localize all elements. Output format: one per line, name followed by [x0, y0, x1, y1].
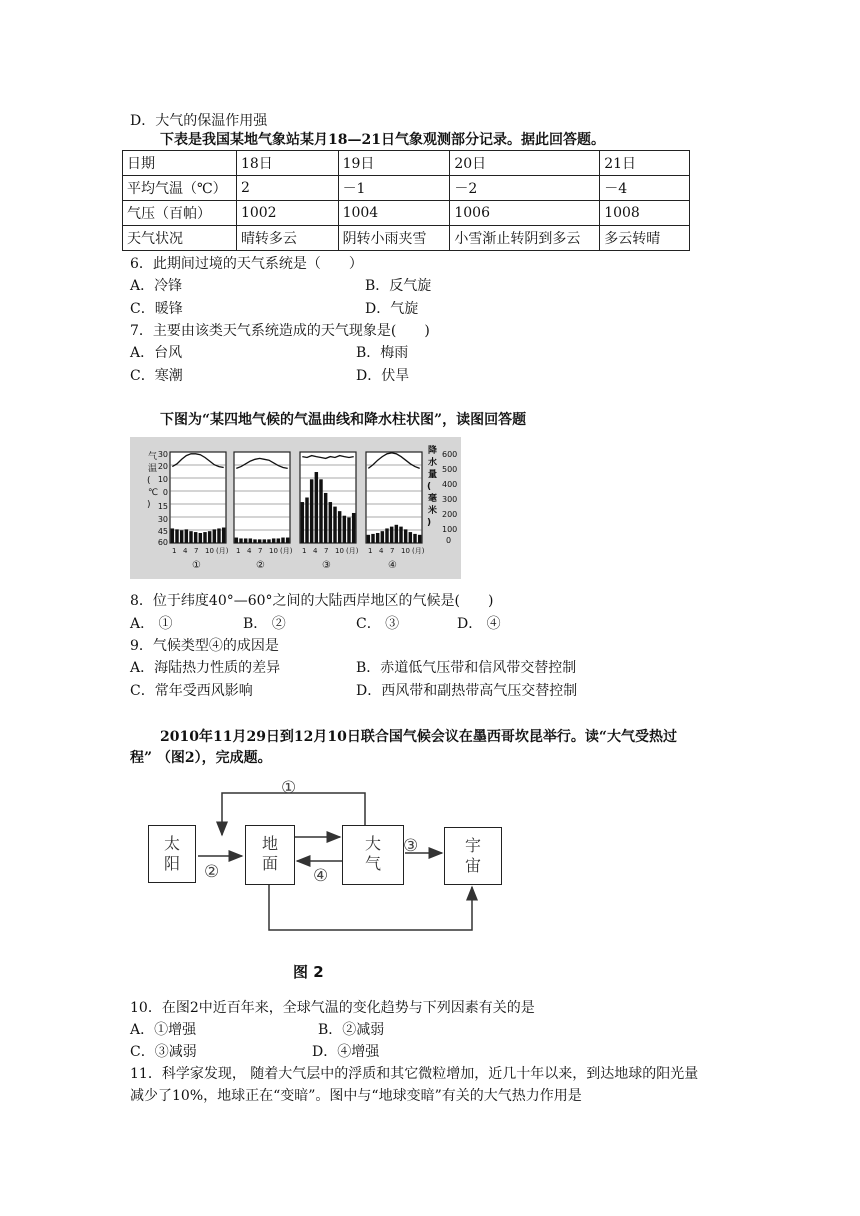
precip-bar: [281, 538, 284, 543]
q8-option-d: D． ④: [457, 616, 501, 632]
q6-option-c: C．暖锋: [130, 301, 183, 317]
panel-label: ①: [192, 560, 201, 571]
table-cell: 21日: [600, 151, 690, 176]
precip-bar: [189, 531, 192, 543]
table-row: [123, 176, 690, 201]
q5-option-d: D．大气的保温作用强: [130, 113, 268, 129]
atmosphere-label-2: 气: [364, 854, 381, 873]
q10-option-b: B．②减弱: [318, 1022, 385, 1038]
right-axis-label-char-3: 量: [428, 470, 438, 480]
right-tick: 500: [442, 465, 458, 474]
q7-stem: 7．主要由该类天气系统造成的天气现象是( ): [130, 323, 430, 339]
precip-bar: [267, 539, 270, 543]
right-tick: 0: [446, 536, 452, 545]
ground-label-2: 面: [261, 854, 278, 873]
panel-label: ②: [256, 560, 265, 571]
ground-box: [245, 825, 295, 885]
left-axis-label-char-4: ℃: [148, 488, 159, 498]
month-tick: 4: [183, 547, 188, 555]
table-cell: 气压（百帕）: [123, 201, 237, 226]
q6-option-b: B．反气旋: [365, 278, 432, 294]
left-tick: 30: [157, 515, 168, 524]
figure-2-caption: 图 2: [293, 963, 324, 981]
precip-bar: [381, 531, 384, 543]
climate-chart-figure: [130, 437, 461, 579]
precip-bar: [305, 498, 308, 544]
month-tick: 1: [368, 547, 373, 555]
right-axis-label-char-7: ): [427, 518, 432, 528]
panel-label: ④: [388, 560, 397, 571]
table-cell: －2: [450, 176, 600, 201]
left-tick: 15: [157, 502, 168, 511]
right-tick: 100: [442, 525, 458, 534]
precip-bar: [367, 535, 370, 543]
table-cell: 晴转多云: [236, 226, 338, 251]
precip-bar: [395, 525, 398, 543]
table-cell: 2: [236, 176, 338, 201]
month-tick: (月): [346, 547, 359, 555]
weather-table: [122, 150, 690, 251]
precip-bar: [324, 493, 327, 543]
table-header-row: [123, 151, 690, 176]
table-cell: 20日: [450, 151, 600, 176]
precip-bar: [319, 479, 322, 543]
table-cell: 多云转晴: [600, 226, 690, 251]
q10-option-d: D．④增强: [312, 1044, 380, 1060]
month-tick: 7: [390, 547, 395, 555]
precip-bar: [286, 538, 289, 543]
precip-bar: [409, 532, 412, 543]
precip-bar: [253, 539, 256, 543]
precip-bar: [329, 502, 332, 543]
table-cell: 1004: [338, 201, 450, 226]
right-tick: 400: [442, 480, 458, 489]
precip-bar: [385, 528, 388, 543]
precip-bar: [272, 538, 275, 543]
precip-bar: [376, 533, 379, 543]
q7-option-d: D．伏旱: [356, 368, 410, 384]
precip-bar: [185, 529, 188, 543]
table-row: [123, 226, 690, 251]
precip-bar: [217, 528, 220, 543]
precip-bar: [418, 535, 421, 543]
q7-option-c: C．寒潮: [130, 368, 183, 384]
precip-bar: [263, 539, 266, 543]
q7-option-b: B．梅雨: [356, 345, 409, 361]
month-tick: (月): [412, 547, 425, 555]
q7-option-a: A．台风: [130, 345, 183, 361]
month-tick: 1: [302, 547, 307, 555]
precip-bar: [239, 538, 242, 543]
q9-option-c: C．常年受西风影响: [130, 683, 253, 699]
precip-bar: [338, 511, 341, 543]
precip-bar: [347, 518, 350, 543]
precip-bar: [390, 527, 393, 543]
universe-label-2: 宙: [464, 856, 481, 875]
right-tick: 200: [442, 510, 458, 519]
month-tick: 4: [313, 547, 318, 555]
month-tick: 10: [205, 547, 214, 555]
q6-option-a: A．冷锋: [130, 278, 183, 294]
panel-label: ③: [322, 560, 331, 571]
right-axis-label-char-1: 降: [428, 446, 438, 456]
right-axis-label-char-6: 米: [428, 506, 438, 516]
precip-bar: [301, 502, 304, 543]
precip-bar: [171, 528, 174, 543]
q10-option-c: C．③减弱: [130, 1044, 197, 1060]
sun-label-1: 太: [163, 834, 180, 853]
precip-bar: [203, 532, 206, 543]
precip-bar: [180, 530, 183, 543]
precip-bar: [371, 534, 374, 543]
atmosphere-label-1: 大: [364, 834, 381, 853]
table-cell: 18日: [236, 151, 338, 176]
table-cell: 平均气温（℃）: [123, 176, 237, 201]
left-axis-label-char-2: 温: [148, 464, 158, 474]
left-tick: 20: [157, 462, 168, 471]
table-cell: 小雪渐止转阴到多云: [450, 226, 600, 251]
q9-option-d: D．西风带和副热带高气压交替控制: [356, 683, 578, 699]
left-axis-label-char-1: 气: [148, 452, 158, 462]
sun-box: [148, 825, 196, 883]
left-tick: 10: [157, 475, 168, 484]
q8-option-c: C． ③: [356, 616, 400, 632]
table-cell: 阴转小雨夹雪: [338, 226, 450, 251]
precip-bar: [352, 513, 355, 543]
atmosphere-box: [342, 825, 404, 885]
left-tick: 45: [157, 527, 168, 536]
precip-bar: [249, 538, 252, 543]
q10-option-a: A．①增强: [130, 1022, 197, 1038]
precip-bar: [310, 479, 313, 543]
left-tick: 30: [157, 450, 168, 459]
q8-option-b: B． ②: [243, 616, 286, 632]
q9-option-b: B．赤道低气压带和信风带交替控制: [356, 660, 577, 676]
diagram-label-2: ②: [204, 862, 220, 882]
precip-bar: [175, 529, 178, 543]
month-tick: 10: [401, 547, 410, 555]
right-axis-label-char-4: (: [427, 482, 432, 492]
q11-line-1: 11．科学家发现， 随着大气层中的浮质和其它微粒增加，近几十年以来，到达地球的阳光量: [130, 1066, 699, 1082]
month-tick: 10: [335, 547, 344, 555]
month-tick: (月): [216, 547, 229, 555]
table-cell: 日期: [123, 151, 237, 176]
q6-stem: 6．此期间过境的天气系统是（ ）: [130, 256, 363, 272]
month-tick: 4: [379, 547, 384, 555]
precip-bar: [333, 507, 336, 543]
precip-bar: [258, 539, 261, 543]
q9-stem: 9．气候类型④的成因是: [130, 638, 279, 654]
precip-bar: [399, 527, 402, 543]
precip-bar: [343, 516, 346, 543]
precip-bar: [199, 533, 202, 543]
heat-intro-line-2: 程” （图2），完成题。: [130, 750, 272, 766]
table-row: [123, 201, 690, 226]
left-axis-label-char-5: ): [147, 500, 151, 510]
month-tick: 7: [194, 547, 199, 555]
q8-stem: 8．位于纬度40°—60°之间的大陆西岸地区的气候是( ): [130, 593, 494, 609]
table-cell: 天气状况: [123, 226, 237, 251]
month-tick: 7: [324, 547, 329, 555]
precip-bar: [213, 529, 216, 543]
table-cell: 1008: [600, 201, 690, 226]
precip-bar: [235, 538, 238, 543]
precip-bar: [208, 531, 211, 543]
table-cell: －1: [338, 176, 450, 201]
diagram-label-1: ①: [281, 778, 297, 798]
precip-bar: [315, 472, 318, 543]
table-cell: 19日: [338, 151, 450, 176]
q10-stem: 10．在图2中近百年来，全球气温的变化趋势与下列因素有关的是: [130, 1000, 535, 1016]
q8-option-a: A． ①: [130, 616, 173, 632]
sun-label-2: 阳: [163, 854, 180, 873]
ground-label-1: 地: [261, 834, 278, 853]
table-cell: 1002: [236, 201, 338, 226]
month-tick: 10: [269, 547, 278, 555]
table-intro: 下表是我国某地气象站某月18—21日气象观测部分记录。据此回答题。: [160, 132, 605, 148]
q9-option-a: A．海陆热力性质的差异: [130, 660, 281, 676]
month-tick: 1: [236, 547, 241, 555]
universe-box: [444, 827, 502, 885]
month-tick: (月): [280, 547, 293, 555]
diagram-label-4: ④: [313, 866, 329, 886]
month-tick: 1: [172, 547, 177, 555]
precip-bar: [244, 538, 247, 543]
universe-label-1: 宇: [464, 836, 481, 855]
precip-bar: [222, 528, 225, 543]
precip-bar: [413, 534, 416, 543]
precip-bar: [194, 532, 197, 543]
left-tick: 60: [157, 538, 168, 547]
right-tick: 600: [442, 450, 458, 459]
precip-bar: [277, 538, 280, 543]
diagram-label-3: ③: [403, 836, 419, 856]
q6-option-d: D．气旋: [365, 301, 419, 317]
right-axis-label-char-2: 水: [428, 458, 438, 468]
right-tick: 300: [442, 495, 458, 504]
month-tick: 7: [258, 547, 263, 555]
table-cell: －4: [600, 176, 690, 201]
precip-bar: [404, 529, 407, 543]
month-tick: 4: [247, 547, 252, 555]
q11-line-2: 减少了10%，地球正在“变暗”。图中与“地球变暗”有关的大气热力作用是: [130, 1088, 582, 1104]
left-tick: 0: [162, 488, 168, 497]
left-axis-label-char-3: (: [147, 476, 151, 486]
right-axis-label-char-5: 毫: [428, 494, 438, 504]
climate-intro: 下图为“某四地气候的气温曲线和降水柱状图”，读图回答题: [160, 412, 527, 428]
heat-intro-line-1: 2010年11月29日到12月10日联合国气候会议在墨西哥坎昆举行。读“大气受热过: [160, 729, 677, 745]
table-cell: 1006: [450, 201, 600, 226]
